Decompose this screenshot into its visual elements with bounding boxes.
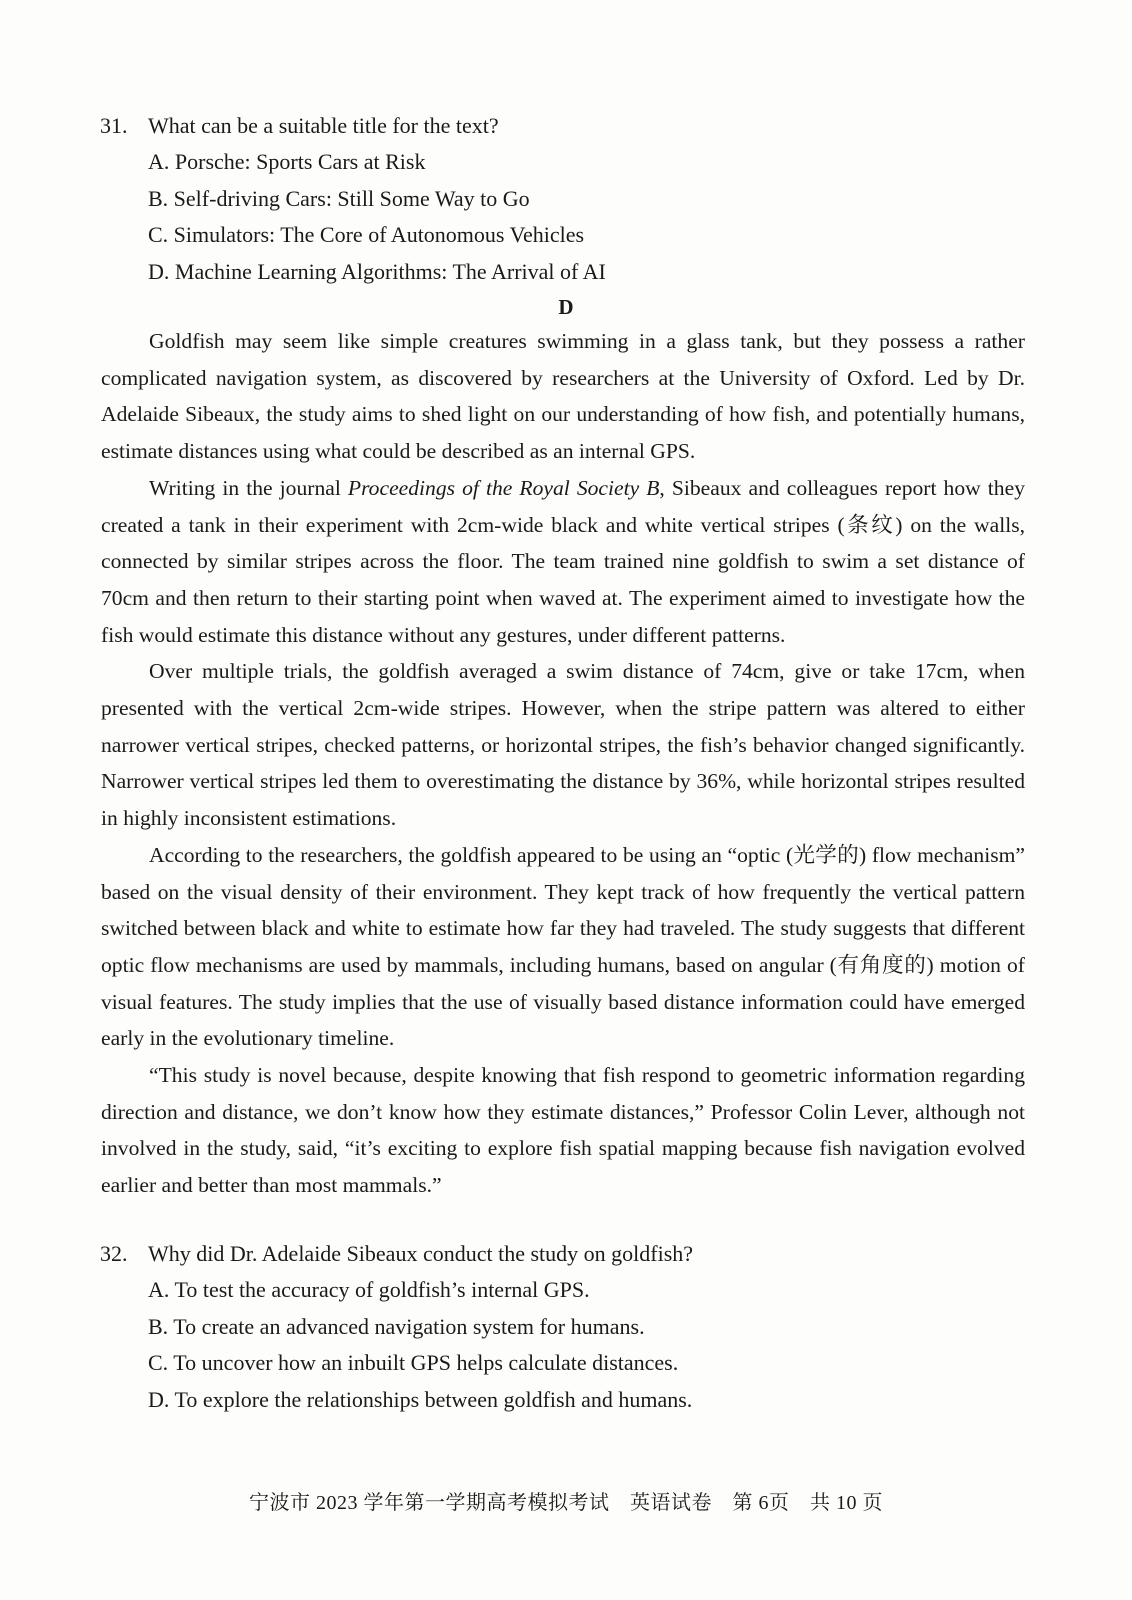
paragraph-1: Goldfish may seem like simple creatures swimming in a glass tank, but they possess a rather complicated navigation system, as discovered by researchers at the University of Oxford. Led by Dr. Adelaide Sibeaux, the study aims to shed light on our understanding of how fish, and potentially humans, estimate distances using what could be described as an internal GPS. (101, 329, 1025, 464)
question-31-stem-line (100, 108, 1030, 144)
page-footer: 宁波市 2023 学年第一学期高考模拟考试 英语试卷 第 6页 共 10 页 (249, 1492, 883, 1514)
option-b: B. Self-driving Cars: Still Some Way to Go (148, 185, 530, 211)
journal-title: Proceedings of the Royal Society B (347, 475, 660, 500)
question-31 (100, 108, 1030, 290)
paragraph-3: Over multiple trials, the goldfish averaged a swim distance of 74cm, give or take 17cm, when presented with the vertical 2cm-wide stripes. However, when the stripe pattern was altered to either narrower vertical stripes, checked patterns, or horizontal stripes, the fish’s behavior changed significantly. Narrower vertical stripes led them to overestimating the distance by 36%, while horizontal stripes resulted in highly inconsistent estimations. (101, 659, 1025, 831)
paragraph-4: According to the researchers, the goldfish appeared to be using an “optic (光学的) flow mechanism” based on the visual density of their environment. They kept track of how frequently the vertical pattern switched between black and white to estimate how far they had traveled. The study suggests that different optic flow mechanisms are used by mammals, including humans, based on angular (有角度的) motion of visual features. The study implies that the use of visually based distance information could have emerged early in the evolutionary timeline. (101, 842, 1025, 1051)
paragraph-2-lead: Writing in the journal (149, 475, 348, 500)
question-stem: What can be a suitable title for the text? (148, 113, 499, 138)
option-a: A. Porsche: Sports Cars at Risk (148, 149, 426, 174)
reading-passage (101, 323, 1025, 1204)
section-heading: D (558, 295, 574, 319)
question-32 (100, 1236, 1030, 1418)
option-c: C. Simulators: The Core of Autonomous Vehicles (148, 222, 585, 247)
option-a: A. To test the accuracy of goldfish’s internal GPS. (148, 1277, 590, 1302)
option-b: B. To create an advanced navigation system for humans. (148, 1313, 645, 1339)
question-number: 32. (100, 1241, 128, 1266)
option-d: D. Machine Learning Algorithms: The Arrival of AI (148, 258, 606, 284)
question-number: 31. (100, 113, 128, 138)
question-32-stem-line (100, 1236, 1030, 1272)
option-c: C. To uncover how an inbuilt GPS helps calculate distances. (148, 1350, 679, 1375)
question-stem: Why did Dr. Adelaide Sibeaux conduct the study on goldfish? (148, 1241, 694, 1266)
paragraph-2 (101, 470, 1025, 654)
paragraph-5: “This study is novel because, despite knowing that fish respond to geometric information regarding direction and distance, we don’t know how they estimate distances,” Professor Colin Lever, although not involved in the study, said, “it’s exciting to explore fish spatial mapping because fish navigation evolved earlier and better than most mammals.” (101, 1063, 1025, 1198)
paragraph-2-rest: , Sibeaux and colleagues report how they created a tank in their experiment with 2cm-wide black and white vertical stripes (条纹) on the walls, connected by similar stripes across the floor. The team trained nine goldfish to swim a set distance of 70cm and then return to their starting point when waved at. The experiment aimed to investigate how the fish would estimate this distance without any gestures, under different patterns. (101, 475, 1025, 647)
option-d: D. To explore the relationships between goldfish and humans. (148, 1386, 693, 1412)
